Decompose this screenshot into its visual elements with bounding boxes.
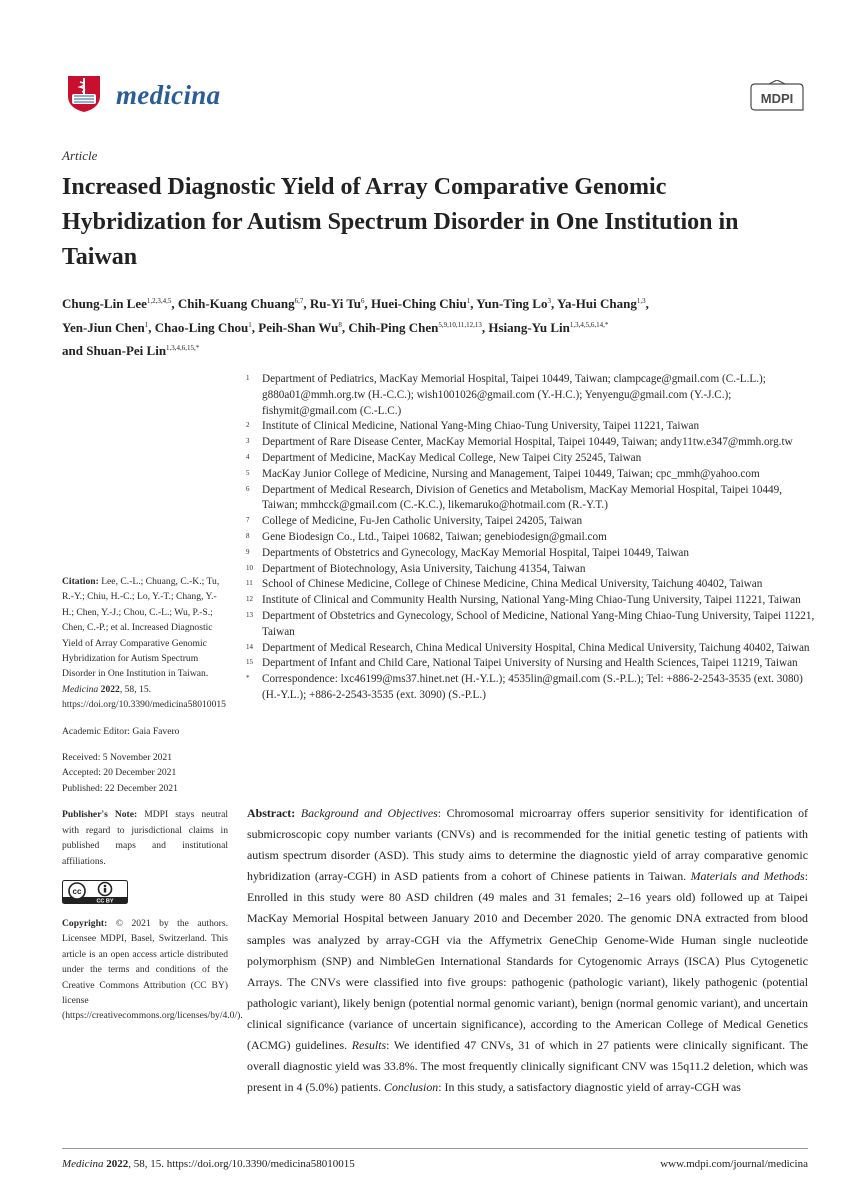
author-separator: ,: [481, 319, 489, 335]
copyright-text: © 2021 by the authors. Licensee MDPI, Basel, Switzerland. This article is an open access article distributed under the terms and conditions of the Creative Commons Attribution (CC BY) license (https://creativecommons.org/licenses/by/4.0/).: [62, 917, 243, 1022]
affiliation-number: 3: [246, 437, 250, 446]
affiliation-number: 11: [246, 579, 253, 588]
author-name[interactable]: Chih-Ping Chen: [348, 319, 439, 335]
affiliation-text: Department of Medicine, MacKay Medical College, New Taipei City 25245, Taiwan: [262, 451, 642, 464]
author-list: [62, 291, 812, 362]
author-name[interactable]: Ya-Hui Chang: [557, 296, 637, 311]
abstract-conclusion-label: Conclusion: [384, 1080, 439, 1095]
affiliation-number: 15: [246, 658, 253, 667]
author-separator: ,: [341, 319, 349, 335]
affiliation-text: MacKay Junior College of Medicine, Nursing and Management, Taipei 10449, Taiwan; cpc_mmh@yahoo.com: [262, 467, 760, 480]
citation-journal: Medicina: [62, 683, 99, 695]
author-name[interactable]: Yun-Ting Lo: [476, 296, 548, 311]
affiliation-text: Department of Pediatrics, MacKay Memorial Hospital, Taipei 10449, Taiwan; clampcage@gmail.com (C.-L.L.); g880a01@mmh.org.tw (H.-C.C.); wish1001026@gmail.com (Y.-H.C.); Yenyengu@gmail.com (Y.-J.C.); fishymit@gmail.com (C.-L.C.): [262, 373, 766, 417]
journal-name: medicina: [116, 80, 221, 110]
author-affiliation-marker: 6,7: [294, 297, 304, 305]
affiliation-item: [246, 593, 816, 609]
footer-doi[interactable]: , 58, 15. https://doi.org/10.3390/medicina58010015: [128, 1158, 355, 1170]
affiliation-item: [246, 577, 816, 593]
affiliation-number: 5: [246, 468, 250, 477]
footer-year: 2022: [106, 1158, 129, 1170]
author-name[interactable]: Chih-Kuang Chuang: [177, 296, 295, 311]
affiliation-item: [246, 546, 816, 562]
citation-block: [62, 574, 228, 713]
author-affiliation-marker: 8: [338, 320, 342, 329]
affiliation-item: [246, 435, 816, 451]
author-affiliation-marker: 1,2,3,4,5: [146, 297, 172, 305]
affiliation-number: 10: [246, 563, 253, 572]
affiliation-text: Department of Medical Research, China Medical University Hospital, China Medical University, Taichung 40402, Taiwan: [262, 641, 810, 654]
author-separator: ,: [303, 296, 310, 311]
footer-journal: Medicina: [62, 1158, 104, 1170]
publisher-note-label: Publisher's Note:: [62, 809, 138, 821]
affiliation-text: Institute of Clinical and Community Health Nursing, National Yang-Ming Chiao-Tung University, Taipei 11221, Taiwan: [262, 594, 801, 607]
published-date: Published: 22 December 2021: [62, 782, 178, 794]
publisher-note-text: MDPI stays neutral with regard to jurisdictional claims in published maps and institutional affiliations.: [62, 809, 229, 867]
mdpi-logo-icon: [745, 80, 809, 116]
footer-journal-url[interactable]: www.mdpi.com/journal/medicina: [660, 1158, 808, 1170]
author-separator: ,: [470, 296, 477, 311]
footer-citation: [62, 1158, 355, 1170]
affiliation-text: Departments of Obstetrics and Gynecology, MacKay Memorial Hospital, Taipei 10449, Taiwan: [262, 546, 689, 559]
author-affiliation-marker: 1: [466, 297, 471, 305]
citation-year: 2022: [100, 683, 120, 695]
affiliation-item: [246, 530, 816, 546]
affiliation-item: [246, 467, 816, 483]
affiliation-number: 8: [246, 531, 250, 540]
author-affiliation-marker: 1: [248, 320, 252, 329]
affiliation-item: [246, 372, 816, 419]
author-name[interactable]: Chao-Ling Chou: [154, 319, 249, 335]
author-affiliation-marker: 1,3,4,6,15,*: [166, 344, 200, 352]
accepted-date: Accepted: 20 December 2021: [62, 767, 177, 779]
affiliation-number: 13: [246, 610, 253, 619]
affiliation-number: 4: [246, 452, 250, 461]
affiliation-number: 12: [246, 595, 253, 604]
citation-text: Lee, C.-L.; Chuang, C.-K.; Tu, R.-Y.; Chiu, H.-C.; Lo, Y.-T.; Chang, Y.-H.; Chen, Y.-J.; Chou, C.-L.; Wu, P.-S.; Chen, C.-P.; et al. Increased Diagnostic Yield of Array Comparative Genomic Hybridization for Autism Spectrum Disorder in One Institution in Taiwan.: [62, 576, 220, 680]
author-name[interactable]: Ru-Yi Tu: [309, 296, 362, 311]
author-name[interactable]: Hsiang-Yu Lin: [488, 319, 570, 335]
abstract-background-label: Background and Objectives: [300, 806, 438, 820]
footer-divider: [62, 1148, 808, 1149]
affiliation-text: School of Chinese Medicine, College of Chinese Medicine, China Medical University, Taichung 40402, Taiwan: [262, 578, 763, 591]
author-separator: ,: [645, 296, 649, 311]
affiliation-number: 7: [246, 516, 250, 525]
affiliation-item: [246, 514, 816, 530]
author-name[interactable]: Chung-Lin Lee: [62, 296, 147, 311]
affiliation-text: Institute of Clinical Medicine, National Yang-Ming Chiao-Tung University, Taipei 11221, Taiwan: [262, 420, 700, 433]
affiliation-number: 1: [246, 374, 250, 382]
publisher-note: [62, 807, 228, 869]
cc-by-license-icon[interactable]: [62, 880, 128, 904]
author-affiliation-marker: 6: [361, 297, 365, 305]
author-name[interactable]: Huei-Ching Chiu: [371, 296, 467, 311]
author-separator: ,: [171, 296, 178, 311]
affiliation-item: [246, 656, 816, 672]
abstract-label: Abstract:: [247, 806, 296, 820]
affiliation-list: [246, 372, 816, 704]
affiliation-number: 6: [246, 484, 250, 493]
abstract-conclusion-text: : In this study, a satisfactory diagnostic yield of array-CGH was: [438, 1080, 741, 1095]
author-affiliation-marker: 5,9,10,11,12,13: [438, 320, 482, 329]
abstract-results-text: : We identified 47 CNVs, 31 of which in 27 patients were clinically significant. The overall diagnostic yield was 33.8%. The most frequently clinically significant CNV was 15q11.2 deletion, which was present in 4 (5.0%) patients.: [247, 1038, 808, 1095]
affiliation-item: [246, 451, 816, 467]
affiliation-item: [246, 562, 816, 578]
affiliation-number: 14: [246, 642, 253, 651]
author-name[interactable]: Peih-Shan Wu: [258, 319, 339, 335]
author-name[interactable]: Yen-Jiun Chen: [62, 319, 145, 335]
affiliation-number: 2: [246, 421, 250, 430]
affiliation-item: [246, 672, 816, 704]
affiliation-text: Department of Rare Disease Center, MacKay Memorial Hospital, Taipei 10449, Taiwan; andy11tw.e347@mmh.org.tw: [262, 436, 793, 449]
affiliation-number: *: [246, 674, 250, 683]
author-name[interactable]: and Shuan-Pei Lin: [62, 343, 167, 358]
dates-block: [62, 750, 228, 796]
affiliation-item: [246, 483, 816, 515]
abstract-background-text: : Chromosomal microarray offers superior sensitivity for identification of submicroscopic copy number variants (CNVs) and is recommended for the initial genetic testing of patients with autism spectrum disorder (ASD). This study aims to determine the diagnostic yield of array comparative genomic hybridization (array-CGH) in ASD patients from a cohort of Chinese patients in Taiwan.: [247, 806, 808, 884]
affiliation-item: [246, 609, 816, 641]
affiliation-text: Department of Biotechnology, Asia University, Taichung 41354, Taiwan: [262, 562, 586, 575]
affiliation-text: Department of Infant and Child Care, National Taipei University of Nursing and Health Sciences, Taipei 11219, Taiwan: [262, 657, 798, 670]
affiliation-text: Department of Obstetrics and Gynecology, School of Medicine, National Yang-Ming Chiao-Tung University, Taipei 11221, Taiwan: [262, 609, 815, 638]
affiliation-number: 9: [246, 547, 250, 556]
journal-logo-icon: [64, 72, 104, 114]
author-affiliation-marker: 3: [547, 297, 551, 305]
article-sidebar: [62, 574, 243, 1035]
received-date: Received: 5 November 2021: [62, 752, 173, 764]
author-separator: ,: [251, 319, 259, 335]
svg-text:cc: cc: [72, 886, 82, 896]
abstract: [247, 803, 808, 1098]
cc-license-label: CC BY: [96, 898, 114, 904]
affiliation-item: [246, 641, 816, 657]
abstract-methods-text: : Enrolled in this study were 80 ASD children (49 males and 31 females; 2–16 years old) followed up at Taipei MacKay Memorial Hospital between January 2010 and December 2020. The genomic DNA extracted from blood samples was analyzed by array-CGH via the Affymetrix GeneChip Genome-Wide Human single nucleotide polymorphism (SNP) and NimbleGen International Standards for Cytogenomic Arrays (ISCA) Plus Cytogenetic Arrays. The CNVs were classified into five groups: pathogenic (pathologic variant), likely pathogenic (potential pathologic variant), likely benign (potential normal genomic variant), benign (normal genomic variant), and uncertain clinical significance (variance of uncertain significance), according to the American College of Medical Genetics (ACMG) guidelines.: [247, 869, 808, 1053]
citation-doi[interactable]: , 58, 15. https://doi.org/10.3390/medicina58010015: [62, 683, 226, 711]
affiliation-text: Gene Biodesign Co., Ltd., Taipei 10682, Taiwan; genebiodesign@gmail.com: [262, 530, 607, 543]
copyright-label: Copyright:: [62, 917, 108, 929]
author-separator: ,: [148, 319, 155, 335]
abstract-methods-label: Materials and Methods: [690, 869, 805, 884]
author-affiliation-marker: 1: [144, 320, 149, 329]
affiliation-text: Department of Medical Research, Division of Genetics and Metabolism, MacKay Memorial Hospital, Taipei 10449, Taiwan; mmhcck@gmail.com (C.-K.C.), likemaruko@hotmail.com (R.-Y.T.): [262, 483, 783, 512]
citation-label: Citation:: [62, 576, 99, 587]
article-title: Increased Diagnostic Yield of Array Comparative Genomic Hybridization for Autism Spectrum Disorder in One Institution in Taiwan: [62, 174, 739, 270]
affiliation-text: College of Medicine, Fu-Jen Catholic University, Taipei 24205, Taiwan: [262, 515, 583, 528]
author-separator: ,: [550, 296, 558, 311]
article-type: Article: [62, 148, 98, 163]
publisher-name: MDPI: [760, 91, 794, 106]
academic-editor: Academic Editor: Gaia Favero: [62, 725, 180, 737]
author-affiliation-marker: 1,3,4,5,6,14,*: [569, 320, 609, 329]
affiliation-item: [246, 419, 816, 435]
author-affiliation-marker: 1,3: [636, 297, 646, 305]
author-separator: ,: [364, 296, 372, 311]
abstract-results-label: Results: [351, 1038, 387, 1053]
affiliation-text: Correspondence: lxc46199@ms37.hinet.net (H.-Y.L.); 4535lin@gmail.com (S.-P.L.); Tel: +886-2-2543-3535 (ext. 3080) (H.-Y.L.); +886-2-2543-3535 (ext. 3090) (S.-P.L.): [262, 673, 803, 701]
copyright-block: [62, 916, 243, 1024]
